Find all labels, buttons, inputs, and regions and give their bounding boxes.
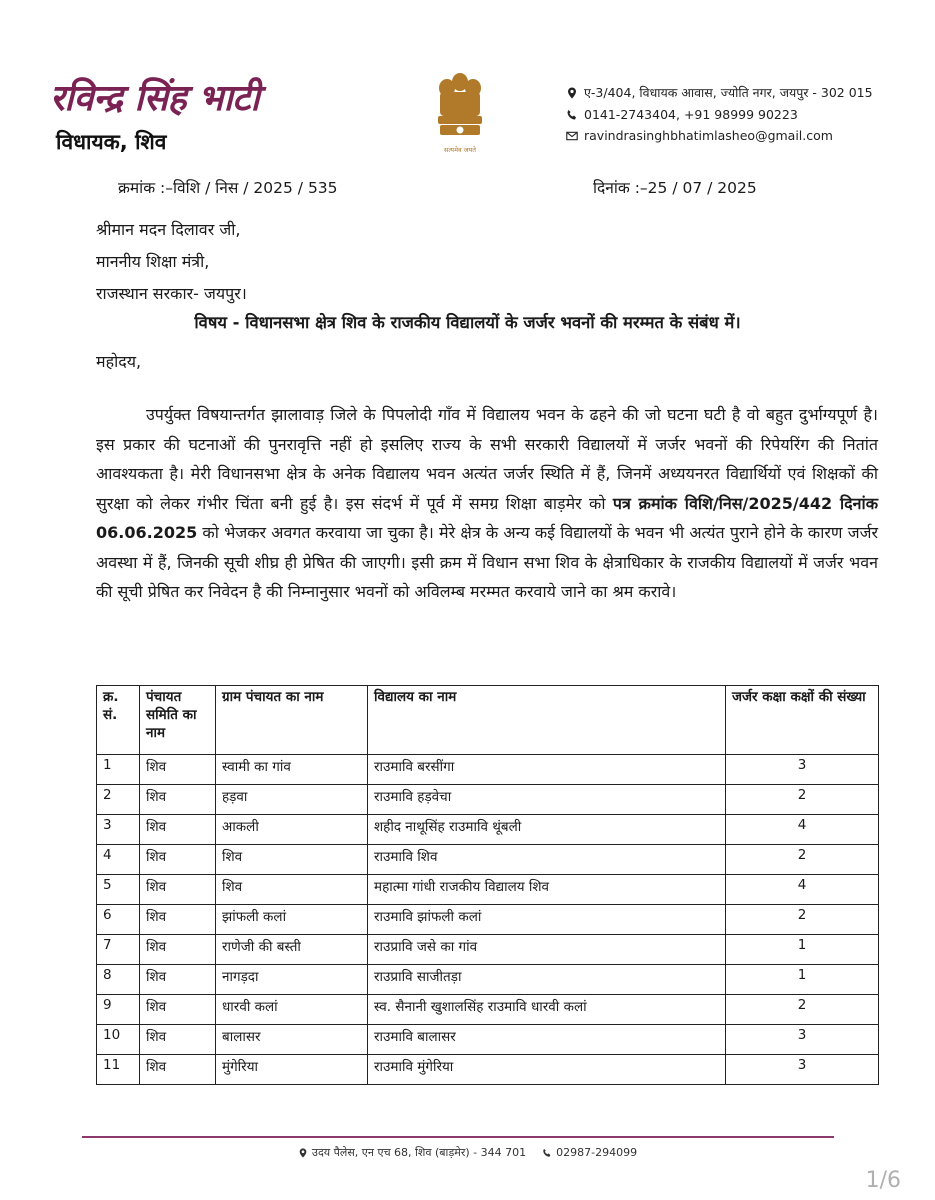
cell-serial: 5 (97, 875, 140, 905)
cell-room-count: 3 (726, 1055, 879, 1085)
cell-panchayat-samiti: शिव (140, 995, 216, 1025)
cell-panchayat-samiti: शिव (140, 1055, 216, 1085)
cell-room-count: 2 (726, 845, 879, 875)
contact-phone (566, 107, 798, 122)
cell-serial: 4 (97, 845, 140, 875)
letterhead-name: रविन्द्र सिंह भाटी (50, 77, 260, 119)
header-room-count: जर्जर कक्षा कक्षों की संख्या (726, 686, 879, 755)
contact-email-text: ravindrasinghbhatimlasheo@gmail.com (584, 128, 833, 143)
cell-panchayat-samiti: शिव (140, 905, 216, 935)
cell-serial: 9 (97, 995, 140, 1025)
table-row (97, 1025, 879, 1055)
cell-panchayat-samiti: शिव (140, 935, 216, 965)
header-school-name: विद्यालय का नाम (368, 686, 726, 755)
cell-room-count: 2 (726, 785, 879, 815)
cell-school-name: राउमावि बरसींगा (368, 755, 726, 785)
cell-school-name: राउमावि हड़वेचा (368, 785, 726, 815)
cell-panchayat-samiti: शिव (140, 875, 216, 905)
cell-school-name: राउमावि झांफली कलां (368, 905, 726, 935)
footer-phone-text: 02987-294099 (556, 1146, 638, 1159)
cell-gram-panchayat: बालासर (216, 1025, 368, 1055)
cell-serial: 8 (97, 965, 140, 995)
letterhead-designation: विधायक, शिव (56, 130, 167, 154)
reference-number: क्रमांक :–विशि / निस / 2025 / 535 (118, 179, 338, 197)
cell-school-name: स्व. सैनानी खुशालसिंह राउमावि धारवी कलां (368, 995, 726, 1025)
cell-school-name: राउमावि बालासर (368, 1025, 726, 1055)
cell-gram-panchayat: राणेजी की बस्ती (216, 935, 368, 965)
cell-gram-panchayat: आकली (216, 815, 368, 845)
table-body (97, 755, 879, 1085)
cell-serial: 11 (97, 1055, 140, 1085)
footer-divider (82, 1136, 834, 1138)
cell-room-count: 2 (726, 995, 879, 1025)
table-row (97, 845, 879, 875)
contact-address (566, 84, 873, 101)
cell-serial: 1 (97, 755, 140, 785)
cell-panchayat-samiti: शिव (140, 815, 216, 845)
cell-serial: 7 (97, 935, 140, 965)
table-row (97, 905, 879, 935)
phone-icon (542, 1148, 552, 1158)
table-row (97, 755, 879, 785)
header-serial: क्र. सं. (97, 686, 140, 755)
cell-gram-panchayat: शिव (216, 875, 368, 905)
footer-address-text: उदय पैलेस, एन एच 68, शिव (बाड़मेर) - 344 701 (311, 1146, 527, 1159)
cell-room-count: 4 (726, 815, 879, 845)
cell-school-name: शहीद नाथूसिंह राउमावि थूंबली (368, 815, 726, 845)
body-text-part-2: को भेजकर अवगत करवाया जा चुका है। मेरे क्षेत्र के अन्य कई विद्यालयों के भवन भी अत्यंत पुराने होने के कारण जर्जर अवस्था में हैं, जिनकी सूची शीघ्र ही प्रेषित की जाएगी। इसी क्रम में विधान सभा शिव के क्षेत्राधिकार के राजकीय विद्यालयों में जर्जर भवन की सूची प्रेषित कर निवेदन है की निम्नानुसार भवनों को अविलम्ब मरम्मत करवाये जाने का श्रम करावे। (96, 523, 878, 601)
cell-school-name: राउप्रावि जसे का गांव (368, 935, 726, 965)
cell-serial: 3 (97, 815, 140, 845)
phone-icon (566, 109, 578, 121)
mail-icon (566, 130, 578, 142)
cell-school-name: राउमावि मुंगेरिया (368, 1055, 726, 1085)
national-emblem (428, 68, 492, 162)
cell-school-name: राउप्रावि साजीतड़ा (368, 965, 726, 995)
contact-address-text: ए-3/404, विधायक आवास, ज्योति नगर, जयपुर - 302 015 (584, 85, 873, 100)
cell-gram-panchayat: मुंगेरिया (216, 1055, 368, 1085)
table-row (97, 935, 879, 965)
salutation: महोदय, (96, 352, 142, 371)
school-list-table (96, 685, 879, 1085)
emblem-motto: सत्यमेव जयते (444, 146, 476, 154)
table-row (97, 995, 879, 1025)
cell-gram-panchayat: झांफली कलां (216, 905, 368, 935)
cell-gram-panchayat: धारवी कलां (216, 995, 368, 1025)
cell-serial: 10 (97, 1025, 140, 1055)
location-pin-icon (298, 1148, 308, 1158)
reference-date: दिनांक :–25 / 07 / 2025 (593, 179, 757, 197)
page-indicator: 1/6 (865, 1168, 901, 1193)
table-row (97, 965, 879, 995)
cell-serial: 2 (97, 785, 140, 815)
cell-panchayat-samiti: शिव (140, 965, 216, 995)
body-reference-bold: पत्र क्रमांक विशि/निस/2025/442 दिनांक 06.06.2025 (96, 493, 878, 542)
header-gram-panchayat: ग्राम पंचायत का नाम (216, 686, 368, 755)
cell-gram-panchayat: स्वामी का गांव (216, 755, 368, 785)
cell-room-count: 3 (726, 1025, 879, 1055)
cell-room-count: 2 (726, 905, 879, 935)
letter-subject: विषय - विधानसभा क्षेत्र शिव के राजकीय विद्यालयों के जर्जर भवनों की मरम्मत के संबंध में। (194, 313, 741, 332)
cell-panchayat-samiti: शिव (140, 845, 216, 875)
footer-address (298, 1145, 526, 1160)
table-row (97, 815, 879, 845)
cell-panchayat-samiti: शिव (140, 755, 216, 785)
header-panchayat-samiti: पंचायत समिति का नाम (140, 686, 216, 755)
cell-school-name: महात्मा गांधी राजकीय विद्यालय शिव (368, 875, 726, 905)
contact-phone-text: 0141-2743404, +91 98999 90223 (584, 107, 798, 122)
location-pin-icon (566, 87, 578, 99)
footer (0, 1145, 935, 1160)
emblem-icon (428, 68, 492, 162)
cell-room-count: 4 (726, 875, 879, 905)
recipient-line-2: माननीय शिक्षा मंत्री, (96, 252, 210, 271)
cell-panchayat-samiti: शिव (140, 785, 216, 815)
letter-body (96, 400, 878, 607)
table-header-row (97, 686, 879, 755)
table-row (97, 875, 879, 905)
cell-panchayat-samiti: शिव (140, 1025, 216, 1055)
cell-serial: 6 (97, 905, 140, 935)
table-row (97, 1055, 879, 1085)
cell-room-count: 3 (726, 755, 879, 785)
recipient-line-3: राजस्थान सरकार- जयपुर। (96, 284, 247, 303)
recipient-line-1: श्रीमान मदन दिलावर जी, (96, 220, 241, 239)
cell-room-count: 1 (726, 935, 879, 965)
cell-school-name: राउमावि शिव (368, 845, 726, 875)
cell-gram-panchayat: हड़वा (216, 785, 368, 815)
table-row (97, 785, 879, 815)
footer-phone (542, 1145, 637, 1160)
cell-room-count: 1 (726, 965, 879, 995)
body-text-part-1: उपर्युक्त विषयान्तर्गत झालावाड़ जिले के पिपलोदी गाँव में विद्यालय भवन के ढहने की जो घटना घटी है वो बहुत दुर्भाग्यपूर्ण है। इस प्रकार की घटनाओं की पुनरावृत्ति नहीं हो इसलिए राज्य के सभी सरकारी विद्यालयों में जर्जर भवनों की रिपेयरिंग की नितांत आवश्यकता है। मेरी विधानसभा क्षेत्र के अनेक विद्यालय भवन अत्यंत जर्जर स्थिति में हैं, जिनमें अध्ययनरत विद्यार्थियों एवं शिक्षकों की सुरक्षा को लेकर गंभीर चिंता बनी हुई है। इस संदर्भ में पूर्व में समग्र शिक्षा बाड़मेर को (96, 405, 878, 513)
cell-gram-panchayat: नागड़दा (216, 965, 368, 995)
contact-email (566, 128, 833, 143)
cell-gram-panchayat: शिव (216, 845, 368, 875)
